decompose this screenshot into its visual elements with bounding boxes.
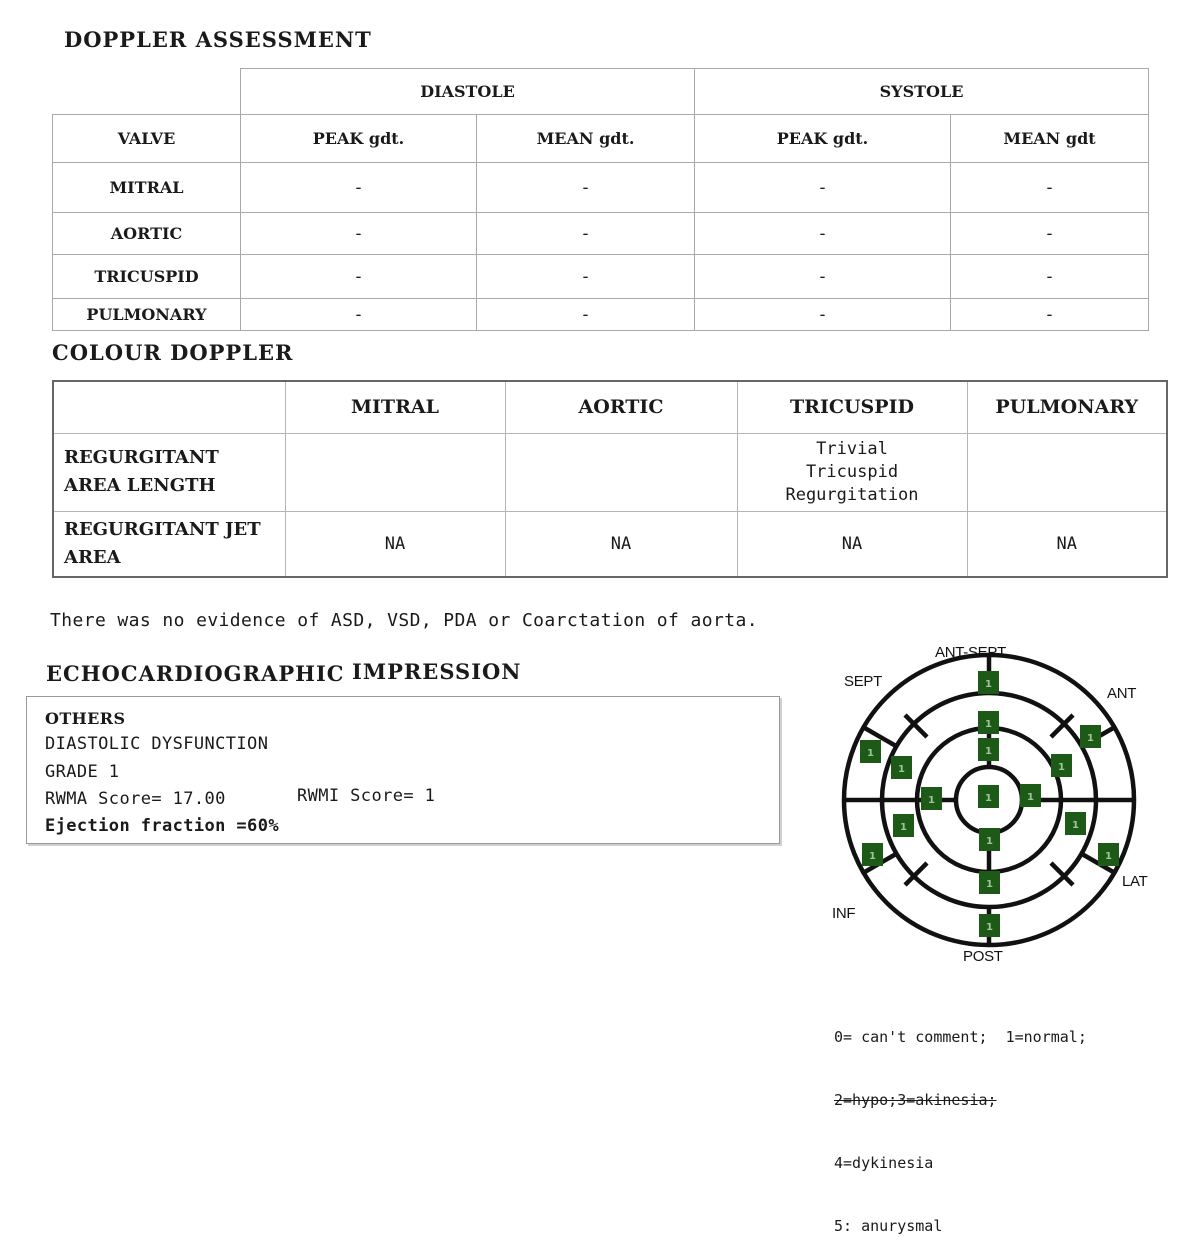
table-row [53, 213, 1149, 255]
label-inf: INF [832, 905, 856, 922]
col-mitral: MITRAL [285, 381, 505, 433]
segment-score: 1 [928, 795, 935, 806]
table-cell: - [477, 163, 695, 213]
segment-score: 1 [985, 746, 992, 757]
legend-line: 2=hypo;3=akinesia; [834, 1091, 997, 1109]
row-label-line: REGURGITANT [64, 447, 219, 468]
segment-score: 1 [1027, 792, 1034, 803]
segment-marker [860, 740, 881, 763]
valve-header: VALVE [53, 115, 241, 163]
row-label-line: AREA LENGTH [64, 475, 216, 496]
segment-score: 1 [986, 922, 993, 933]
segment-score: 1 [985, 793, 992, 804]
col-aortic: AORTIC [505, 381, 737, 433]
segment-marker [893, 814, 914, 837]
score-legend [834, 985, 1087, 1258]
grade-text: GRADE 1 [45, 762, 120, 782]
systole-mean-header: MEAN gdt [951, 115, 1149, 163]
ejection-fraction: Ejection fraction =60% [45, 816, 279, 836]
table-cell: - [241, 163, 477, 213]
others-label: OTHERS [45, 709, 126, 728]
segment-marker [1080, 725, 1101, 748]
table-row [53, 163, 1149, 213]
cell-line: Tricuspid [805, 461, 899, 482]
segment-marker [1020, 784, 1041, 807]
tricuspid-regurgitation-cell [737, 433, 967, 511]
row-label-jet-area [53, 511, 285, 577]
table-cell: - [695, 163, 951, 213]
diastolic-dysfunction: DIASTOLIC DYSFUNCTION [45, 734, 269, 754]
table-cell: NA [737, 511, 967, 577]
legend-cant-comment: 0= can't comment; [834, 1028, 988, 1046]
table-cell: NA [285, 511, 505, 577]
segment-score: 1 [985, 719, 992, 730]
segment-score: 1 [1072, 820, 1079, 831]
legend-line: 4=dykinesia [834, 1154, 934, 1172]
diastole-mean-header: MEAN gdt. [477, 115, 695, 163]
segment-score: 1 [900, 822, 907, 833]
impression-box [26, 696, 780, 844]
table-cell: - [951, 163, 1149, 213]
segment-score: 1 [986, 836, 993, 847]
systole-header: SYSTOLE [695, 69, 1149, 115]
table-cell: - [695, 213, 951, 255]
segment-score: 1 [1058, 762, 1065, 773]
table-cell: - [477, 299, 695, 331]
segment-marker [979, 828, 1000, 851]
segment-marker [1098, 843, 1119, 866]
segment-score: 1 [869, 851, 876, 862]
colour-doppler-table [52, 380, 1168, 578]
segment-marker [978, 738, 999, 761]
segment-score: 1 [986, 879, 993, 890]
table-cell: - [695, 255, 951, 299]
table-cell: - [241, 213, 477, 255]
cell-line: Trivial [816, 438, 888, 459]
segment-marker [978, 785, 999, 808]
table-cell: - [477, 255, 695, 299]
segment-marker [978, 711, 999, 734]
segment-score: 1 [1105, 851, 1112, 862]
segment-markers [860, 671, 1119, 937]
label-ant-sept: ANT-SEPT [935, 644, 1006, 661]
valve-tricuspid: TRICUSPID [53, 255, 241, 299]
table-cell [505, 433, 737, 511]
segment-marker [1051, 754, 1072, 777]
diastole-peak-header: PEAK gdt. [241, 115, 477, 163]
colour-doppler-title: COLOUR DOPPLER [52, 340, 294, 365]
bullseye-diagram [820, 630, 1160, 970]
table-row [53, 433, 1167, 511]
diastole-header: DIASTOLE [241, 69, 695, 115]
systole-peak-header: PEAK gdt. [695, 115, 951, 163]
table-row [53, 299, 1149, 331]
segment-marker [921, 787, 942, 810]
valve-pulmonary: PULMONARY [53, 299, 241, 331]
legend-normal: 1=normal; [1005, 1028, 1087, 1046]
valve-aortic: AORTIC [53, 213, 241, 255]
segment-score: 1 [1087, 733, 1094, 744]
row-label-line: REGURGITANT JET [64, 518, 261, 540]
table-cell: NA [967, 511, 1167, 577]
segment-marker [979, 871, 1000, 894]
col-pulmonary: PULMONARY [967, 381, 1167, 433]
legend-line [834, 1027, 1087, 1048]
segment-marker [978, 671, 999, 694]
segment-marker [979, 914, 1000, 937]
label-sept: SEPT [844, 673, 882, 690]
table-cell: - [695, 299, 951, 331]
doppler-table [52, 68, 1149, 331]
table-cell: NA [505, 511, 737, 577]
segment-score: 1 [898, 764, 905, 775]
rwmi-score: RWMI Score= 1 [297, 786, 436, 806]
table-cell: - [951, 255, 1149, 299]
impression-title-part2: IMPRESSION [352, 659, 522, 684]
table-cell: - [241, 255, 477, 299]
segment-score: 1 [867, 748, 874, 759]
table-cell: - [951, 213, 1149, 255]
col-tricuspid: TRICUSPID [737, 381, 967, 433]
doppler-corner-cell [53, 69, 241, 115]
doppler-assessment-title: DOPPLER ASSESSMENT [64, 27, 372, 52]
table-cell [967, 433, 1167, 511]
table-row [53, 255, 1149, 299]
table-cell: - [477, 213, 695, 255]
label-lat: LAT [1122, 873, 1148, 890]
rwma-score: RWMA Score= 17.00 [45, 789, 226, 809]
segment-score: 1 [985, 679, 992, 690]
table-cell [285, 433, 505, 511]
valve-mitral: MITRAL [53, 163, 241, 213]
label-ant: ANT [1107, 685, 1137, 702]
table-row [53, 511, 1167, 577]
segment-marker [862, 843, 883, 866]
cell-line: Regurgitation [785, 484, 919, 505]
row-label-line: AREA [64, 546, 121, 568]
no-evidence-note: There was no evidence of ASD, VSD, PDA or Coarctation of aorta. [50, 610, 758, 631]
colour-corner-cell [53, 381, 285, 433]
segment-marker [891, 756, 912, 779]
label-post: POST [963, 948, 1003, 965]
table-cell: - [241, 299, 477, 331]
table-cell: - [951, 299, 1149, 331]
row-label-area-length [53, 433, 285, 511]
segment-marker [1065, 812, 1086, 835]
legend-line: 5: anurysmal [834, 1217, 943, 1235]
impression-title-part1: ECHOCARDIOGRAPHIC [46, 661, 345, 686]
